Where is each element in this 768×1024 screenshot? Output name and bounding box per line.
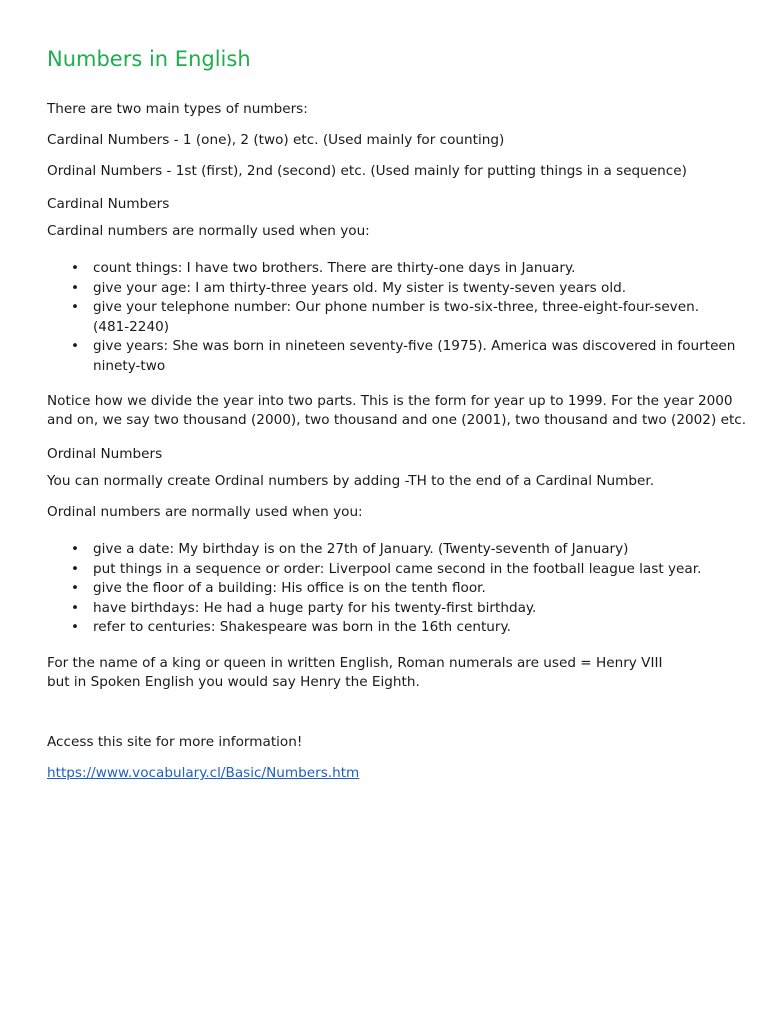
- year-note-line2: and on, we say two thousand (2000), two thousand and one (2001), two thousand and two (2002) etc.: [47, 412, 747, 428]
- ordinal-heading: Ordinal Numbers: [47, 446, 163, 462]
- page-title: Numbers in English: [47, 47, 251, 71]
- bullet-icon: •: [71, 580, 80, 596]
- list-item-text: put things in a sequence or order: Liverpool came second in the football league last year.: [93, 560, 702, 577]
- list-item: [47, 618, 737, 638]
- bullet-icon: •: [71, 279, 80, 296]
- bullet-icon: •: [71, 560, 80, 577]
- bullet-icon: •: [71, 599, 80, 616]
- intro-text: There are two main types of numbers:: [47, 101, 308, 117]
- ordinal-list: [47, 540, 737, 638]
- list-item: [47, 259, 737, 279]
- list-item-text: give the floor of a building: His office is on the tenth floor.: [93, 580, 486, 596]
- ordinal-lead: Ordinal numbers are normally used when you:: [47, 504, 363, 520]
- list-item-text: count things: I have two brothers. There are thirty-one days in January.: [93, 260, 576, 276]
- list-item: [47, 337, 737, 376]
- list-item-text: have birthdays: He had a huge party for his twenty-first birthday.: [93, 599, 537, 616]
- cardinal-list: [47, 259, 737, 376]
- list-item: [47, 279, 737, 299]
- roman-numeral-line2: but in Spoken English you would say Henry the Eighth.: [47, 674, 420, 690]
- list-item: [47, 298, 737, 337]
- list-item-text: give your telephone number: Our phone number is two-six-three, three-eight-four-seven. (481-2240): [93, 299, 700, 335]
- bullet-icon: •: [71, 260, 80, 276]
- roman-numeral-line1: For the name of a king or queen in written English, Roman numerals are used = Henry VIII: [47, 655, 663, 671]
- cardinal-definition: Cardinal Numbers - 1 (one), 2 (two) etc. (Used mainly for counting): [47, 132, 505, 148]
- year-note-line1: Notice how we divide the year into two parts. This is the form for year up to 1999. For the year 2000: [47, 393, 733, 409]
- bullet-icon: •: [71, 541, 80, 557]
- cardinal-lead: Cardinal numbers are normally used when you:: [47, 223, 370, 239]
- list-item-text: give your age: I am thirty-three years old. My sister is twenty-seven years old.: [93, 279, 627, 296]
- list-item-text: give a date: My birthday is on the 27th of January. (Twenty-seventh of January): [93, 541, 629, 557]
- bullet-icon: •: [71, 619, 80, 635]
- ordinal-create-text: You can normally create Ordinal numbers by adding -TH to the end of a Cardinal Number.: [47, 473, 655, 489]
- list-item-text: give years: She was born in nineteen seventy-five (1975). America was discovered in fourteen ninety-two: [93, 338, 736, 374]
- bullet-icon: •: [71, 338, 80, 354]
- list-item: [47, 579, 737, 599]
- ordinal-definition: Ordinal Numbers - 1st (first), 2nd (second) etc. (Used mainly for putting things in a sequence): [47, 163, 687, 179]
- list-item: [47, 560, 737, 580]
- list-item-text: refer to centuries: Shakespeare was born in the 16th century.: [93, 619, 511, 635]
- list-item: [47, 540, 737, 560]
- vocabulary-link[interactable]: https://www.vocabulary.cl/Basic/Numbers.htm: [47, 765, 360, 781]
- bullet-icon: •: [71, 299, 80, 315]
- list-item: [47, 599, 737, 619]
- access-text: Access this site for more information!: [47, 734, 303, 750]
- cardinal-heading: Cardinal Numbers: [47, 196, 170, 212]
